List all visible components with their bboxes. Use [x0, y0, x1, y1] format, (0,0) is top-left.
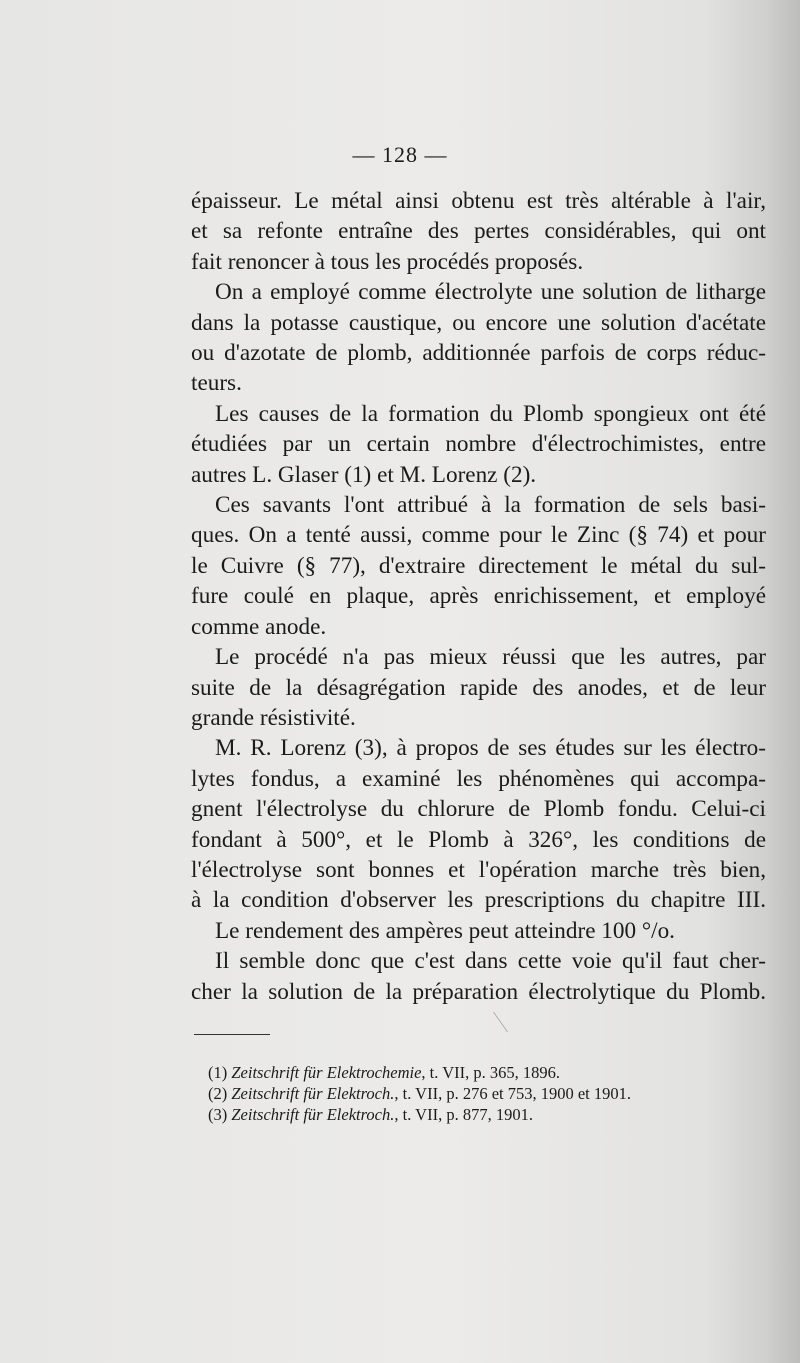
- footnote-number: (2): [208, 1084, 228, 1103]
- text-line: comme anode.: [191, 613, 327, 640]
- text-line: Les causes de la formation du Plomb spongieux ont été: [215, 400, 766, 427]
- text-line: ques. On a tenté aussi, comme pour le Zinc (§ 74) et pour: [191, 522, 766, 549]
- text-line: teurs.: [191, 370, 242, 397]
- text-line: Ces savants l'ont attribué à la formation de sels basi-: [215, 492, 766, 519]
- footnote: [208, 1104, 768, 1125]
- text-line: On a employé comme électrolyte une solution de litharge: [215, 279, 766, 306]
- text-line: Le procédé n'a pas mieux réussi que les autres, par: [215, 644, 766, 671]
- text-line: grande résistivité.: [191, 704, 356, 731]
- text-line: gnent l'électrolyse du chlorure de Plomb fondu. Celui-ci: [191, 796, 766, 823]
- text-line: Il semble donc que c'est dans cette voie qu'il faut cher-: [215, 948, 766, 975]
- text-line: dans la potasse caustique, ou encore une solution d'acétate: [191, 309, 766, 336]
- text-line: le Cuivre (§ 77), d'extraire directement le métal du sul-: [191, 552, 766, 579]
- footnote-number: (1): [208, 1063, 228, 1082]
- text-line: épaisseur. Le métal ainsi obtenu est très altérable à l'air,: [191, 188, 766, 214]
- text-line: M. R. Lorenz (3), à propos de ses études sur les électro-: [215, 735, 766, 762]
- footnote-ref: , t. VII, p. 276 et 753, 1900 et 1901.: [394, 1084, 632, 1103]
- footnote-journal: Zeitschrift für Elektroch.: [231, 1084, 395, 1103]
- text-line: autres L. Glaser (1) et M. Lorenz (2).: [191, 461, 537, 488]
- text-line: fait renoncer à tous les procédés proposés.: [191, 248, 584, 275]
- footnote: [208, 1062, 768, 1083]
- footnote-journal: Zeitschrift für Elektroch.: [231, 1105, 395, 1124]
- footnote-journal: Zeitschrift für Elektrochemie: [231, 1063, 422, 1082]
- text-line: cher la solution de la préparation électrolytique du Plomb.: [191, 978, 766, 1005]
- page-number: — 128 —: [352, 142, 448, 167]
- text-line: à la condition d'observer les prescriptions du chapitre III.: [191, 887, 766, 914]
- text-line: lytes fondus, a examiné les phénomènes qui accompa-: [191, 765, 766, 792]
- footnote: [208, 1083, 768, 1104]
- text-line: fondant à 500°, et le Plomb à 326°, les conditions de: [191, 826, 766, 853]
- text-line: ou d'azotate de plomb, additionnée parfois de corps réduc-: [191, 340, 766, 367]
- footnote-ref: , t. VII, p. 877, 1901.: [394, 1105, 533, 1124]
- text-line: suite de la désagrégation rapide des anodes, et de leur: [191, 674, 766, 701]
- text-line: étudiées par un certain nombre d'électrochimistes, entre: [191, 431, 766, 458]
- pencil-mark: [493, 1012, 522, 1032]
- text-line: l'électrolyse sont bonnes et l'opération marche très bien,: [191, 856, 766, 883]
- footnotes: [208, 1062, 768, 1125]
- footnote-ref: , t. VII, p. 365, 1896.: [421, 1063, 560, 1082]
- body-text: [191, 186, 766, 1007]
- text-line: Le rendement des ampères peut atteindre 100 °/o.: [215, 917, 675, 944]
- footnote-separator: [194, 1034, 270, 1035]
- text-line: fure coulé en plaque, après enrichissement, et employé: [191, 583, 766, 610]
- footnote-number: (3): [208, 1105, 228, 1124]
- text-line: et sa refonte entraîne des pertes considérables, qui ont: [191, 218, 766, 245]
